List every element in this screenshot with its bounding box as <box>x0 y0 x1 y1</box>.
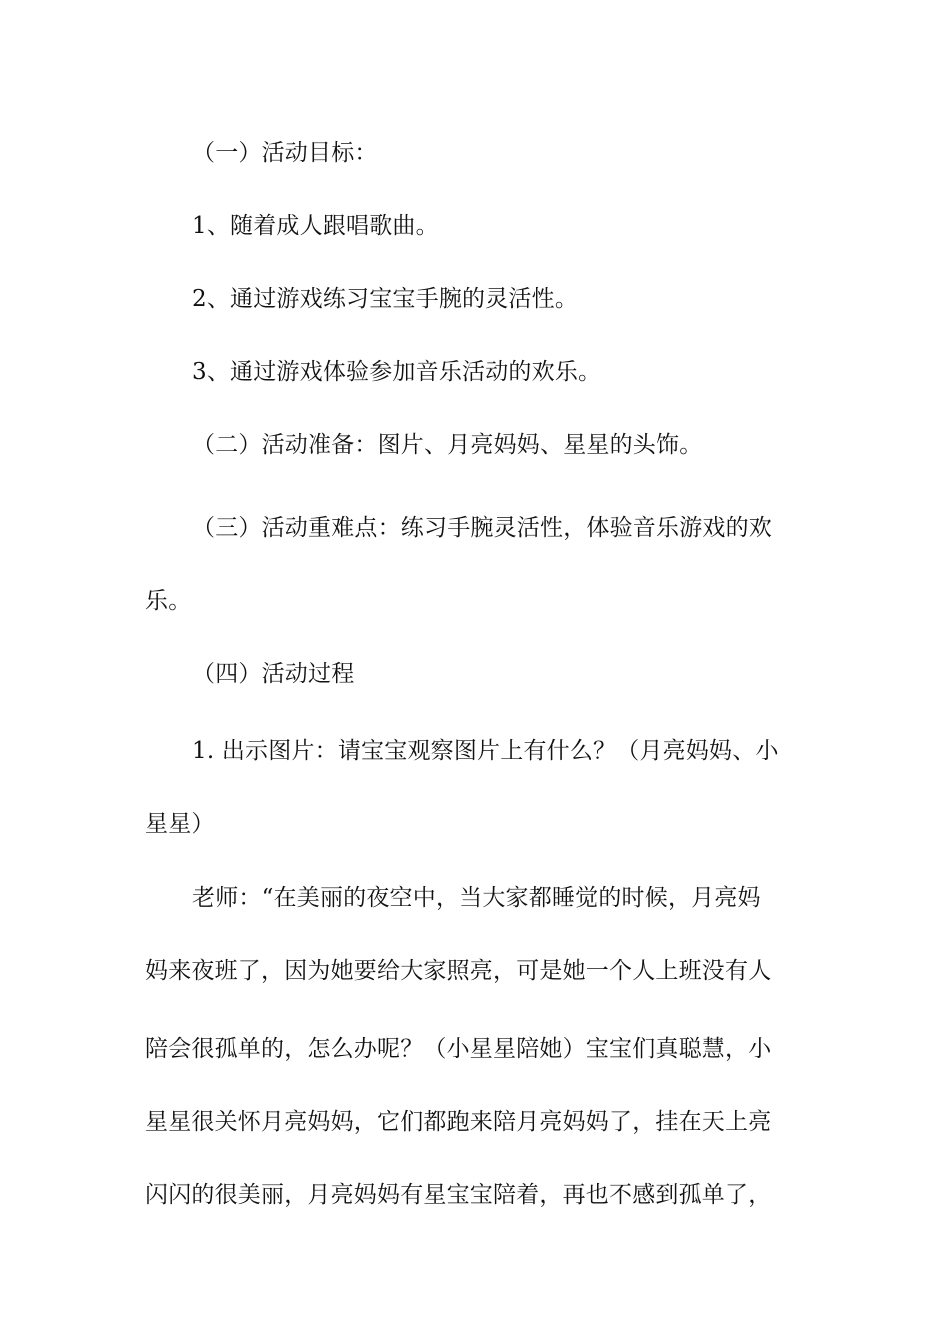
goal-item-3: 3、通过游戏体验参加音乐活动的欢乐。 <box>192 359 602 385</box>
paragraph-line: 陪会很孤单的，怎么办呢？（小星星陪她）宝宝们真聪慧，小 <box>145 1036 772 1062</box>
section-heading-preparation: （二）活动准备：图片、月亮妈妈、星星的头饰。 <box>192 432 703 458</box>
paragraph-line: 妈来夜班了，因为她要给大家照亮，可是她一个人上班没有人 <box>145 958 772 984</box>
section-heading-key-points: （三）活动重难点：练习手腕灵活性，体验音乐游戏的欢 <box>192 515 772 541</box>
section-heading-process: （四）活动过程 <box>192 661 355 687</box>
goal-item-2: 2、通过游戏练习宝宝手腕的灵活性。 <box>192 286 579 312</box>
paragraph-line: 闪闪的很美丽，月亮妈妈有星宝宝陪着，再也不感到孤单了， <box>145 1182 772 1208</box>
process-step-1: 1. 出示图片：请宝宝观察图片上有什么？（月亮妈妈、小 <box>192 738 779 764</box>
goal-item-1: 1、随着成人跟唱歌曲。 <box>192 213 439 239</box>
paragraph-line: 星星） <box>145 811 215 837</box>
section-heading-goals: （一）活动目标： <box>192 140 378 166</box>
paragraph-line: 乐。 <box>145 588 192 614</box>
teacher-dialogue-start: 老师：“在美丽的夜空中，当大家都睡觉的时候，月亮妈 <box>192 885 761 911</box>
paragraph-line: 星星很关怀月亮妈妈，它们都跑来陪月亮妈妈了，挂在天上亮 <box>145 1109 772 1135</box>
